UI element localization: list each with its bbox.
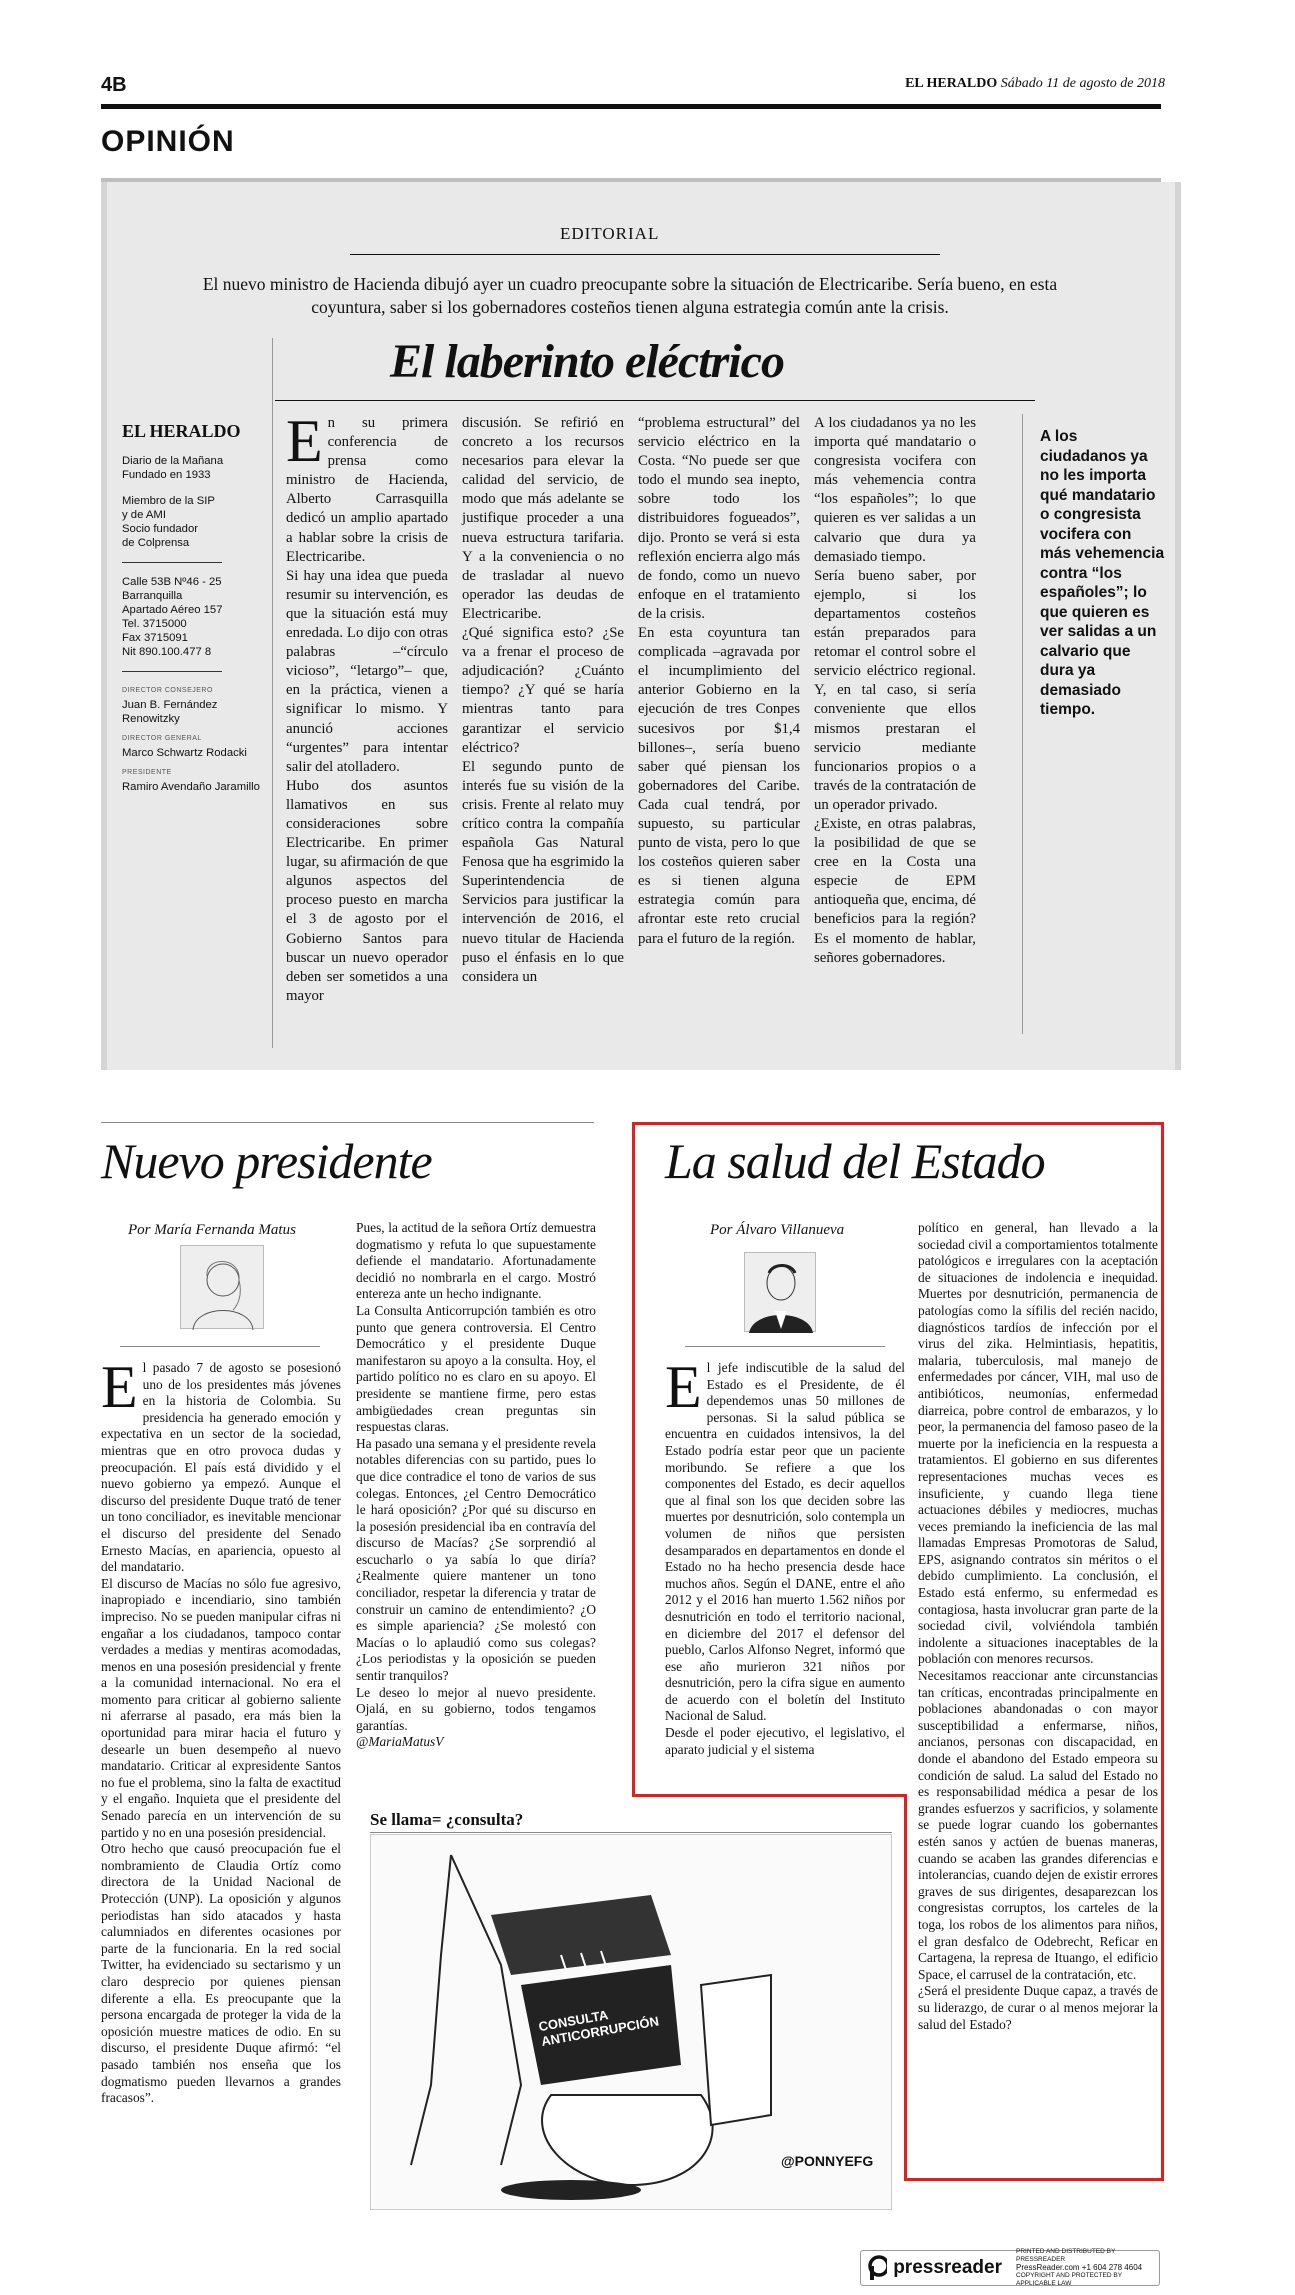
masthead-l2d: de Colprensa [122,537,190,549]
nuevo-title: Nuevo presidente [101,1133,432,1189]
pressreader-brand: pressreader [893,2257,1002,2278]
masthead-role3: PRESIDENTE [122,769,172,776]
page-number: 4B [101,74,127,96]
masthead-person1: Juan B. Fernández Renowitzky [122,699,218,725]
masthead [122,421,262,794]
masthead-person2: Marco Schwartz Rodacki [122,747,247,759]
salud-dropcap: E [665,1354,702,1420]
masthead-l3b: Barranquilla [122,590,183,602]
pressreader-info [1016,2248,1153,2288]
nuevo-byline: Por María Fernanda Matus [128,1222,296,1238]
issue-date: Sábado 11 de agosto de 2018 [1000,76,1165,91]
editorial-label: EDITORIAL [560,224,660,243]
masthead-l3c: Apartado Aéreo 157 [122,604,223,616]
masthead-l1b: Fundado en 1933 [122,469,211,481]
pullquote-divider [1022,414,1023,1034]
masthead-role2: DIRECTOR GENERAL [122,735,202,742]
nuevo-byline-rule [120,1346,320,1347]
section-title: OPINIÓN [101,125,235,158]
editorial-col-4: A los ciudadanos ya no les importa qué mandatario o congresista vocifera con más vehemencia contra “los españoles”; lo que quieren es ver salidas a un calvario que dura ya demasiado tiempo. Sería bueno saber, por ejemplo, si los departamentos costeños están preparados para retomar el control sobre el servicio eléctrico regional. Y, en tal caso, si sería conveniente que ellos mismos prestaran el servicio mediante funcionarios propios o a través de la contratación de un operador privado. ¿Existe, en otras palabras, la posibilidad de que se cree en la Costa una especie de EPM antioqueña que, encima, dé beneficios para la región? Es el momento de hablar, señores gobernadores. [814,415,976,966]
masthead-role1: DIRECTOR CONSEJERO [122,687,213,694]
masthead-l3a: Calle 53B Nº46 - 25 [122,576,222,588]
salud-highlight-lower [632,1794,907,1797]
nuevo-col1-text: l pasado 7 de agosto se posesionó uno de los presidentes más jóvenes en la historia de Colombia. Su presidencia ha generado emoción y expectativa en un sector de la sociedad, mientras que en otro provoca dudas y preocupación. El país está dividido y el nuevo gobierno ya empezó. Aunque el discurso del presidente Duque trató de tener un tono conciliador, es inevitable mencionar el discurso del presidente del Senado Ernesto Macías, en apariencia, opuesto al del mandatario. El discurso de Macías no sólo fue agresivo, inapropiado e incendiario, sino también impreciso. No se pueden manipular cifras ni engañar a los ciudadanos, tampoco contar verdades a medias y mentiras acomodadas, menos en una posesión presidencial y frente a la comunidad internacional. No era el momento para criticar al gobierno saliente ni aferrarse al pasado, era más bien la oportunidad para mirar hacia el futuro y desearle un buen desempeño al nuevo mandatario. Criticar al expresidente Santos no fue el problema, sino la falta de exactitud y el engaño. Inquieta que el presidente del Senado parecía en un intervención de su partido y no en una posesión presidencial. Otro hecho que causó preocupación fue el nombramiento de Claudia Ortíz como directora de la Unidad Nacional de Protección (UNP). La oposición y algunos periodistas han sido atacados y hasta calumniados en diferentes ocasiones por parte de la funcionaria. En la red social Twitter, ha evidenciado su sectarismo y un claro desprecio por quienes piensan diferente a ella. Es preocupante que la persona encargada de proteger la vida de la oposición muestre matices de odio. En su discurso, el presidente Duque afirmó: “el pasado también nos enseña que los dogmatismo pueden llevarnos a grandes fracasos”. [101,1360,341,2106]
pressreader-logo-icon [867,2254,887,2282]
editorial-title-rule [275,400,1035,401]
cartoon-rule [370,1832,892,1833]
nuevo-col-1 [101,1354,341,2107]
masthead-l2b: y de AMI [122,509,166,521]
pressreader-badge[interactable] [860,2250,1160,2286]
salud-col-1 [665,1354,905,1758]
cartoon-signature: @PONNYEFG [781,2153,874,2169]
pressreader-line3: COPYRIGHT AND PROTECTED BY APPLICABLE LAW [1016,2272,1122,2287]
masthead-l1a: Diario de la Mañana [122,455,224,467]
salud-title: La salud del Estado [665,1133,1045,1189]
pressreader-line1: PRINTED AND DISTRIBUTED BY PRESSREADER [1016,2248,1116,2263]
paper-name: EL HERALDO [905,76,998,91]
pressreader-line2: PressReader.com +1 604 278 4604 [1016,2263,1143,2272]
editorial-col-3: “problema estructural” del servicio eléctrico en la Costa. “No puede ser que todo el mundo sea inepto, sobre todo los distribuidores fogueados”, dijo. Pronto se verá si esta reflexión encierra algo más de fondo, como un nuevo enfoque en el tratamiento de la crisis. En esta coyuntura tan complicada –agravada por el incumplimiento del anterior Gobierno en la ejecución de tres Conpes sucesivos por $1,4 billones–, sería bueno saber qué piensan los gobernadores del Caribe. Cada cual tendrá, por supuesto, su particular punto de vista, pero lo que los costeños quieren saber es si tienen alguna estrategia común para afrontar este reto crucial para el futuro de la región. [638,415,800,947]
pullquote: A los ciudadanos ya no les importa qué mandatario o congresista vocifera con más vehemencia contra “los españoles”; lo que quieren es ver salidas a un calvario que dura ya demasiado tiempo. [1040,428,1165,718]
author-sketch-icon [181,1246,265,1330]
masthead-l3e: Fax 3715091 [122,632,188,644]
editorial-lead: El nuevo ministro de Hacienda dibujó ayer un cuadro preocupante sobre la situación de Electricaribe. Sería bueno, en esta coyuntura, saber si los gobernadores costeños tienen alguna estrategia común ante la crisis. [202,274,1058,317]
author-sketch-icon [745,1253,817,1333]
cartoon-image [370,1834,892,2210]
salud-author-photo [744,1252,816,1332]
editorial-dropcap: E [286,408,323,474]
header-rule [101,104,1161,109]
nuevo-col-2 [356,1220,596,1751]
editorial-col-2: discusión. Se refirió en concreto a los recursos necesarios para elevar la calidad del servicio, de modo que más adelante se justifique proceder a una nueva estructura tarifaria. Y a la conveniencia o no de trasladar al nuevo operador las deudas de Electricaribe. ¿Qué significa esto? ¿Se va a frenar el proceso de adjudicación? ¿Cuánto tiempo? ¿Y qué se haría mientras tanto para garantizar el servicio eléctrico? El segundo punto de interés fue su visión de la crisis. Frente al relato muy crítico contra la compañía española Gas Natural Fenosa que ha esgrimido la Superintendencia de Servicios para justificar la intervención de 2016, el nuevo titular de Hacienda puso el énfasis en lo que considera un [462,415,624,985]
masthead-l2c: Socio fundador [122,523,198,535]
cartoon-label: CONSULTA ANTICORRUPCIÓN [537,2007,661,2049]
nuevo-author-photo [180,1245,264,1329]
editorial-col1-text: n su primera conferencia de prensa como ministro de Hacienda, Alberto Carrasquilla dedicó un amplio apartado a hablar sobre la crisis de Electricaribe. Si hay una idea que pueda resumir su intervención, es que la situación está muy enredada. Lo dijo con otras palabras –“círculo vicioso”, “letargo”– que, en la práctica, vienen a significar lo mismo. Y anunció acciones “urgentes” para intentar salir del atolladero. Hubo dos asuntos llamativos en sus consideraciones sobre Electricaribe. En primer lugar, su afirmación de que algunos aspectos del proceso puesto en marcha el 3 de agosto por el Gobierno Santos para buscar un nuevo operador deben ser sometidos a una mayor [286,415,448,1004]
nuevo-top-rule [101,1122,594,1123]
masthead-l3f: Nit 890.100.477 8 [122,646,212,658]
salud-byline: Por Álvaro Villanueva [710,1222,845,1238]
nuevo-dropcap: E [101,1354,138,1420]
nuevo-handle: @MariaMatusV [356,1734,444,1750]
editorial-col-1 [286,408,448,1006]
masthead-divider [272,338,273,1048]
salud-col1-text: l jefe indiscutible de la salud del Estado es el Presidente, de él dependemos unas 50 millones de personas. Si la salud pública se encuentra en cuidados intensivos, la del Estado podría estar peor que un paciente moribundo. Se refiere a que los componentes del Estado, es decir aquellos que al final son los que deciden sobre las muertes por desnutrición, solo contempla un volumen de niños que persisten desamparados en departamentos en donde el Estado no ha hecho presencia desde hace muchos años. Según el DANE, entre el año 2012 y el 2016 han muerto 1.562 niños por desnutrición en todo el territorio nacional, en diciembre del 2017 el defensor del pueblo, Carlos Alfonso Negret, informó que ese año murieron 321 niños por desnutrición, pero la cifra sigue en aumento de acuerdo con el boletín del Instituto Nacional de Salud. Desde el poder ejecutivo, el legislativo, el aparato judicial y el sistema [665,1360,905,1757]
editorial-title: El laberinto eléctrico [390,335,784,388]
masthead-l3d: Tel. 3715000 [122,618,187,630]
masthead-l2a: Miembro de la SIP [122,495,215,507]
nuevo-col2-text: Pues, la actitud de la señora Ortíz demuestra dogmatismo y refuta lo que supuestamente defiende el mandatario. Afortunadamente decidió no nombrarla en el cargo. Mostró entereza ante un hecho indignante. La Consulta Anticorrupción también es otro punto que genera controversia. El Centro Democrático y el presidente Duque manifestaron su apoyo a la consulta. Hoy, el partido político no es claro en su apoyo. El presidente se mantiene firme, pero estas ambigüedades crean preguntas sin respuestas claras. Ha pasado una semana y el presidente revela notables diferencias con su partido, pues lo que dice contradice el tono de varios de sus colegas. Entonces, ¿el Centro Democrático le hará oposición? ¿Por qué su discurso en la posesión presidencial iba en contravía del discurso de Macías? ¿Se sorprendió al escucharlo o ya sabía lo que diría? ¿Realmente quiere mantener un tono conciliador, respetar la diferencia y tratar de construir un camino de entendimiento? ¿O es simple apariencia? ¿Se molestó con Macías o lo aplaudió como sus colegas? ¿Los periodistas y la oposición se pueden sentir tranquilos? Le deseo lo mejor al nuevo presidente. Ojalá, en su gobierno, todos tengamos garantías. [356,1220,596,1733]
masthead-person3: Ramiro Avendaño Jaramillo [122,781,260,793]
salud-col-2: político en general, han llevado a la sociedad civil a comportamientos totalmente patológicos e irregulares con la aceptación de situaciones de indolencia e inequidad. Muertes por desnutrición, permanencia de patologías como la sífilis del recién nacido, diagnósticos tardíos de infección por el virus del zika. Helmintiasis, hepatitis, malaria, tuberculosis, mal manejo de enfermedades por cáncer, VIH, mal uso de antibióticos, neumonías, enfermedad diarreica, pobre control de embarazos, y lo peor, la permanencia del famoso paseo de la muerte por la ineficiencia en la respuesta a tratamientos. El gobierno en sus diferentes representaciones muchas veces es insuficiente, y cuando llega tiene actuaciones débiles y mediocres, muchas veces premiando la ineficiencia de las mal llamadas Empresas Promotoras de Salud, EPS, asignando contratos sin méritos o el debido cumplimiento. La conclusión, el Estado está enfermo, su enfermedad es contagiosa, hasta involucrar gran parte de la sociedad civil, volviéndola también indolente a situaciones inaceptables de la población con menores recursos. Necesitamos reaccionar ante circunstancias tan críticas, encontradas principalmente en poblaciones abandonadas o con mayor susceptibilidad a enfermarse, niños, ancianos, personas con discapacidad, en donde el abandono del Estado empeora su condición de salud. La salud del Estado no es responsabilidad médica a pesar de los grandes esfuerzos y sacrificios, y solamente se puede lograr cuando los gobernantes estén sanos y actúen de buenas maneras, cuando se acaben las grandes diferencias e intolerancias, cuando dejen de existir errores graves de sus dirigentes, desaparezcan los congresistas corruptos, los carteles de la toga, los robos de los alimentos para niños, el gran desfalco de Odebrecht, Reficar en Cartagena, la represa de Ituango, el edificio Space, el carrusel de la contratación, etc. ¿Será el presidente Duque capaz, a través de su liderazgo, de curar o al menos mejorar la salud del Estado? [918,1220,1158,2032]
masthead-name: EL HERALDO [122,421,241,441]
salud-byline-rule [685,1346,885,1347]
paper-header [905,76,1165,92]
cartoon-title: Se llama= ¿consulta? [370,1810,524,1829]
editorial-label-rule [350,254,940,255]
